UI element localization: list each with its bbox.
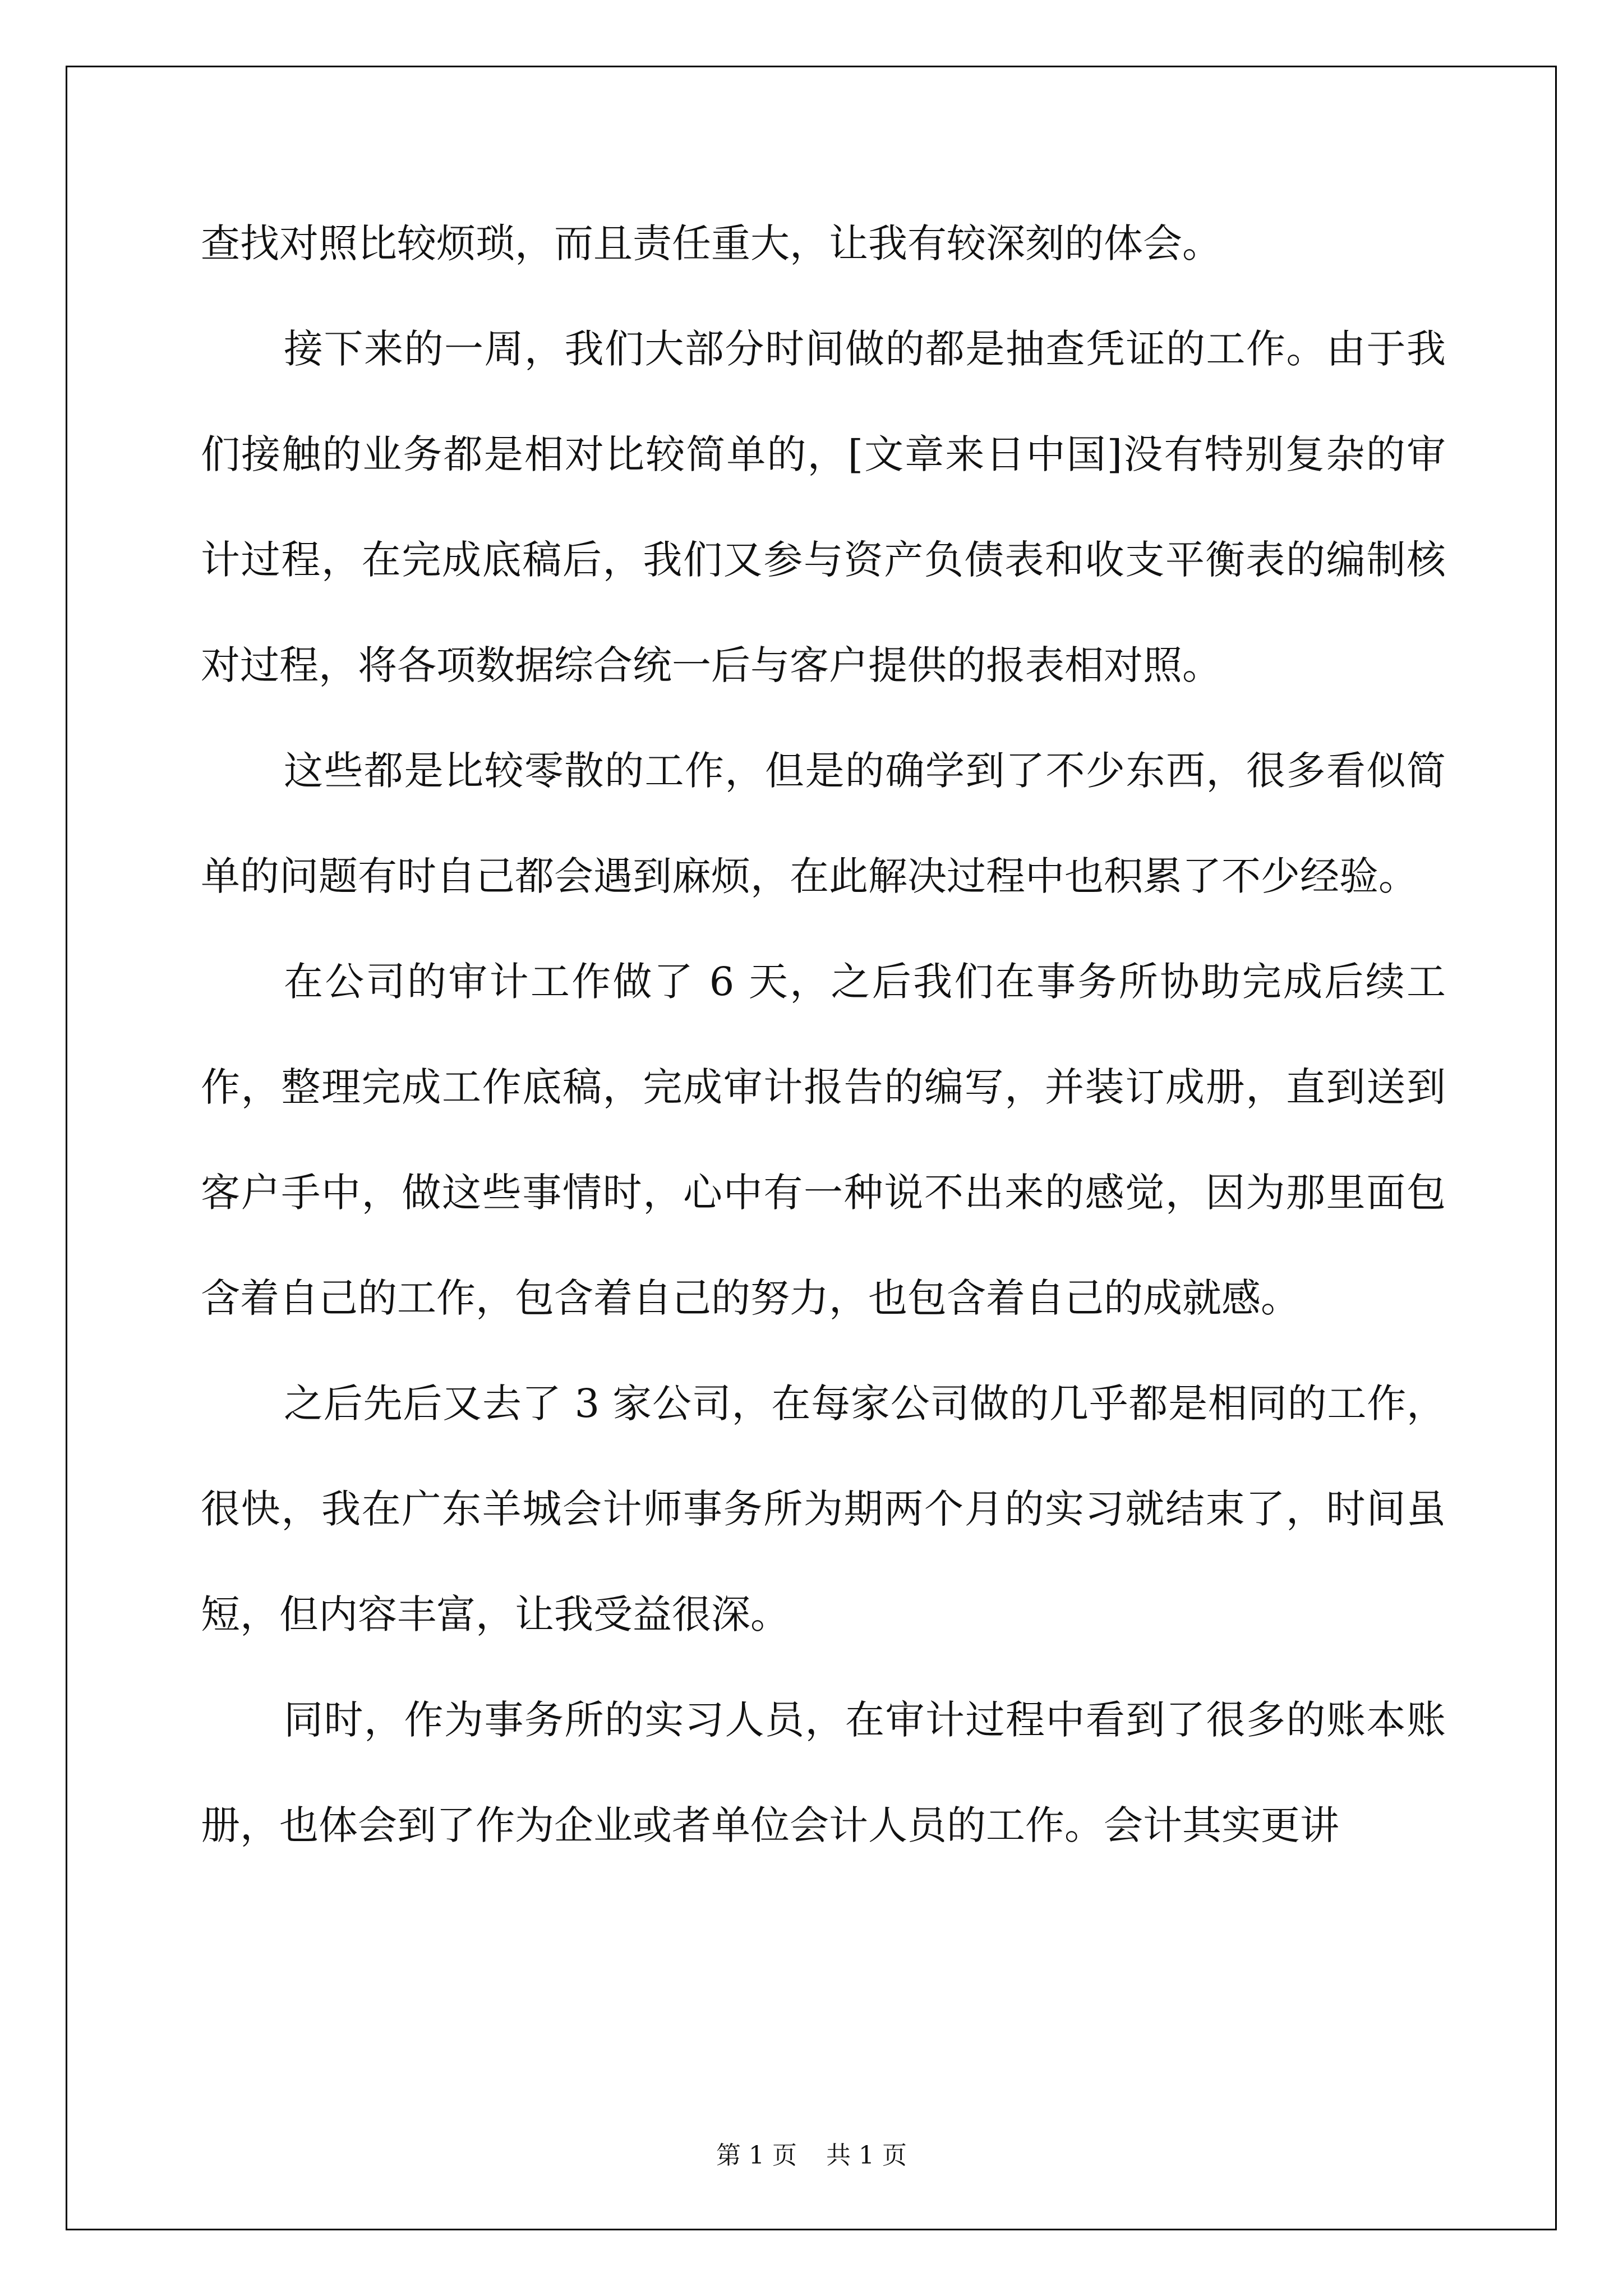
paragraph-6: 同时，作为事务所的实习人员，在审计过程中看到了很多的账本账册，也体会到了作为企业或者单位会计人员的工作。会计其实更讲 [201,1697,1446,1848]
document-body [201,191,1446,1878]
page-footer [0,2135,1623,2171]
page-total: 共 1 页 [826,2141,907,2170]
paragraph-1: 查找对照比较烦琐，而且责任重大，让我有较深刻的体会。 [201,220,1221,266]
page-number: 第 1 页 [716,2141,797,2170]
paragraph-4: 在公司的审计工作做了 6 天，之后我们在事务所协助完成后续工作，整理完成工作底稿，完成审计报告的编写，并装订成册，直到送到客户手中，做这些事情时，心中有一种说不出来的感觉，因为那里面包含着自己的工作，包含着自己的努力，也包含着自己的成就感。 [201,959,1446,1321]
paragraph-2: 接下来的一周，我们大部分时间做的都是抽查凭证的工作。由于我们接触的业务都是相对比较简单的，[文章来日中国]没有特别复杂的审计过程，在完成底稿后，我们又参与资产负债表和收支平衡表的编制核对过程，将各项数据综合统一后与客户提供的报表相对照。 [201,326,1446,688]
paragraph-5: 之后先后又去了 3 家公司，在每家公司做的几乎都是相同的工作，很快，我在广东羊城会计师事务所为期两个月的实习就结束了，时间虽短，但内容丰富，让我受益很深。 [201,1381,1446,1637]
paragraph-3: 这些都是比较零散的工作，但是的确学到了不少东西，很多看似简单的问题有时自己都会遇到麻烦，在此解决过程中也积累了不少经验。 [201,748,1446,899]
